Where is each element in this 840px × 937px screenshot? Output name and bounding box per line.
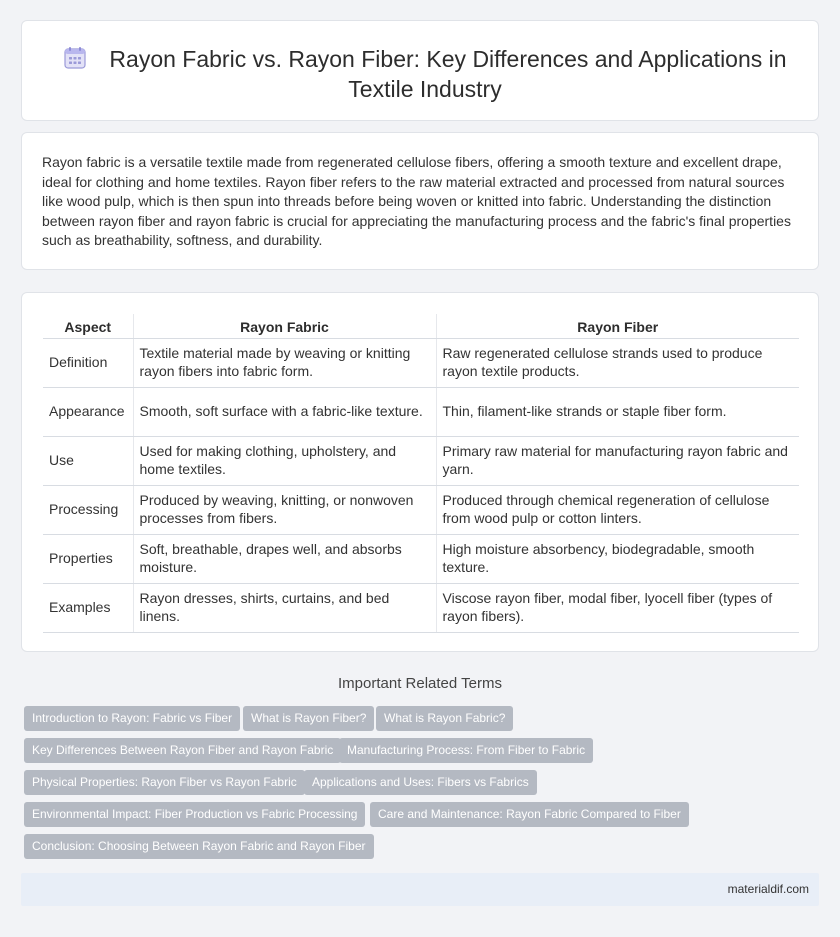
row-aspect: Use (43, 436, 133, 485)
table-row (43, 485, 799, 534)
page-title (52, 44, 798, 104)
related-tag-what-is-fiber[interactable]: What is Rayon Fiber? (243, 706, 374, 731)
row-rayon-fabric: Textile material made by weaving or knitting rayon fibers into fabric form. (133, 338, 436, 387)
table-row (43, 583, 799, 632)
comparison-table (43, 314, 799, 633)
row-aspect: Processing (43, 485, 133, 534)
footer (21, 873, 819, 906)
row-aspect: Properties (43, 534, 133, 583)
row-rayon-fiber: Raw regenerated cellulose strands used to produce rayon textile products. (436, 338, 799, 387)
related-tag-care-maintenance[interactable]: Care and Maintenance: Rayon Fabric Compared to Fiber (370, 802, 689, 827)
row-rayon-fiber: Viscose rayon fiber, modal fiber, lyocell fiber (types of rayon fibers). (436, 583, 799, 632)
related-tag-key-differences[interactable]: Key Differences Between Rayon Fiber and Rayon Fabric (24, 738, 341, 763)
related-tag-physical-properties[interactable]: Physical Properties: Rayon Fiber vs Rayon Fabric (24, 770, 305, 795)
row-aspect: Appearance (43, 387, 133, 436)
related-tag-introduction[interactable]: Introduction to Rayon: Fabric vs Fiber (24, 706, 240, 731)
table-row (43, 436, 799, 485)
row-rayon-fiber: Thin, filament-like strands or staple fiber form. (436, 387, 799, 436)
row-rayon-fiber: High moisture absorbency, biodegradable, smooth texture. (436, 534, 799, 583)
row-rayon-fabric: Smooth, soft surface with a fabric-like texture. (133, 387, 436, 436)
table-row (43, 387, 799, 436)
header-rayon-fabric: Rayon Fabric (133, 314, 436, 338)
related-tag-environmental-impact[interactable]: Environmental Impact: Fiber Production vs Fabric Processing (24, 802, 365, 827)
footer-site-link[interactable]: materialdif.com (727, 882, 809, 896)
table-row (43, 534, 799, 583)
related-tag-applications[interactable]: Applications and Uses: Fibers vs Fabrics (304, 770, 537, 795)
intro-paragraph: Rayon fabric is a versatile textile made from regenerated cellulose fibers, offering a smooth texture and excellent drape, ideal for clothing and home textiles. Rayon fiber refers to the raw material extracted and processed from natural sources like wood pulp, which is then spun into threads before being woven or knitted into fabric. Understanding the distinction between rayon fiber and rayon fabric is crucial for appreciating the manufacturing process and the fabric's final properties such as breathability, softness, and durability. (42, 154, 791, 249)
row-rayon-fiber: Primary raw material for manufacturing rayon fabric and yarn. (436, 436, 799, 485)
row-rayon-fabric: Rayon dresses, shirts, curtains, and bed linens. (133, 583, 436, 632)
row-rayon-fiber: Produced through chemical regeneration of cellulose from wood pulp or cotton linters. (436, 485, 799, 534)
row-rayon-fabric: Soft, breathable, drapes well, and absorbs moisture. (133, 534, 436, 583)
title-card (21, 20, 819, 121)
related-tag-what-is-fabric[interactable]: What is Rayon Fabric? (376, 706, 513, 731)
table-header-row (43, 314, 799, 338)
related-terms-heading: Important Related Terms (338, 675, 502, 692)
row-rayon-fabric: Produced by weaving, knitting, or nonwoven processes from fibers. (133, 485, 436, 534)
table-row (43, 338, 799, 387)
row-aspect: Definition (43, 338, 133, 387)
row-rayon-fabric: Used for making clothing, upholstery, and home textiles. (133, 436, 436, 485)
page-title-text: Rayon Fabric vs. Rayon Fiber: Key Differences and Applications in Textile Industry (109, 46, 787, 102)
related-tag-manufacturing-process[interactable]: Manufacturing Process: From Fiber to Fabric (339, 738, 593, 763)
row-aspect: Examples (43, 583, 133, 632)
related-tag-conclusion[interactable]: Conclusion: Choosing Between Rayon Fabric and Rayon Fiber (24, 834, 374, 859)
calendar-icon (63, 46, 87, 70)
header-aspect: Aspect (43, 314, 133, 338)
header-rayon-fiber: Rayon Fiber (436, 314, 799, 338)
intro-card (21, 132, 819, 270)
comparison-table-card (21, 292, 819, 652)
